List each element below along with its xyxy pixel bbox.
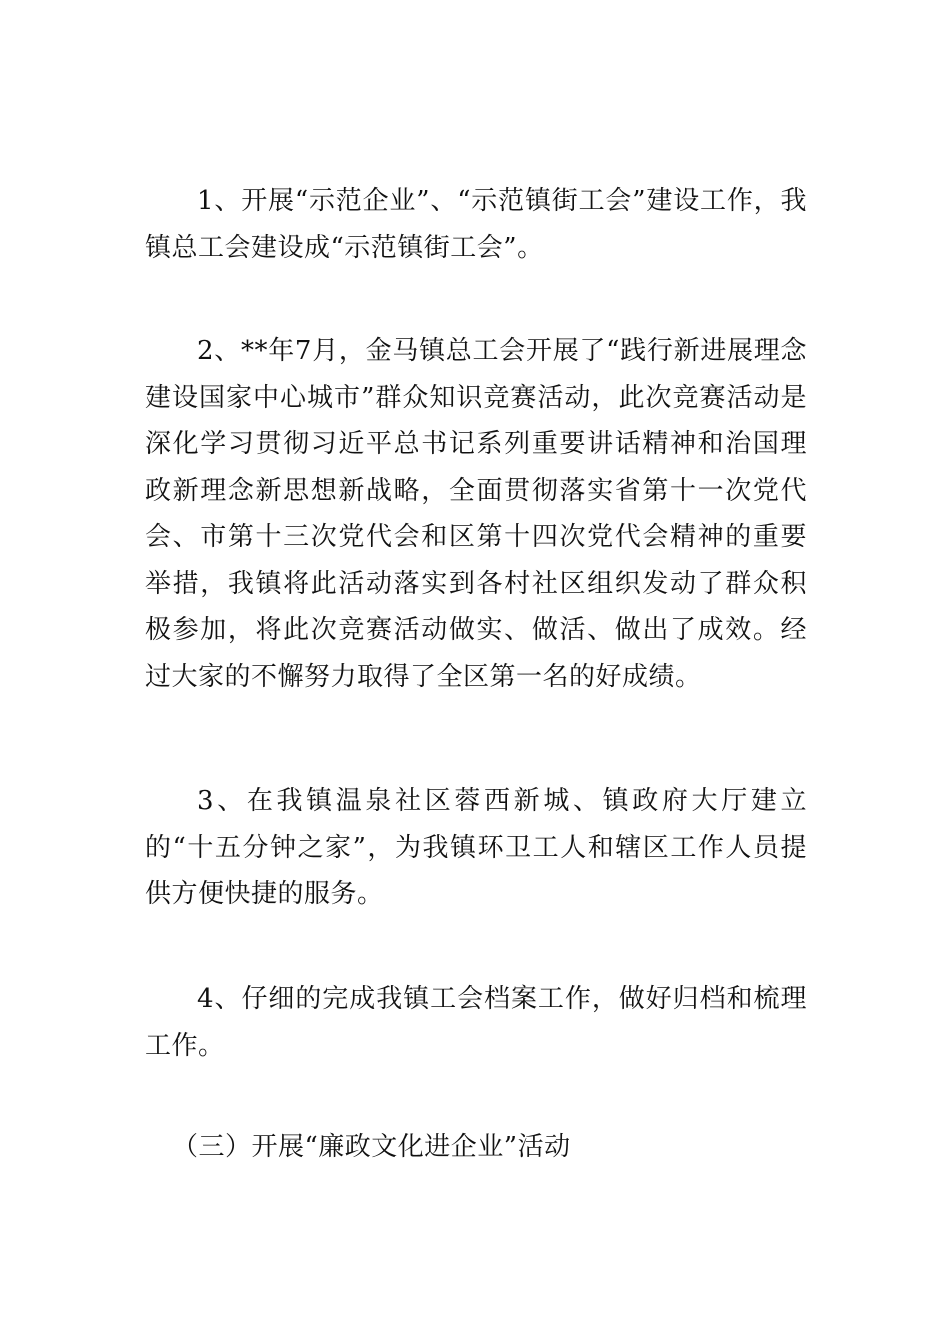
paragraph-4: 4、仔细的完成我镇工会档案工作，做好归档和梳理工作。 — [145, 984, 807, 1061]
paragraph-1: 1、开展“示范企业”、“示范镇街工会”建设工作，我镇总工会建设成“示范镇街工会”。 — [145, 186, 807, 263]
paragraph-3: 3、在我镇温泉社区蓉西新城、镇政府大厅建立的“十五分钟之家”，为我镇环卫工人和辖区工作人员提供方便快捷的服务。 — [145, 786, 807, 909]
section-heading: （三）开展“廉政文化进企业”活动 — [172, 1132, 571, 1162]
paragraph-2: 2、**年7月，金马镇总工会开展了“践行新进展理念建设国家中心城市”群众知识竞赛活动，此次竞赛活动是深化学习贯彻习近平总书记系列重要讲话精神和治国理政新理念新思想新战略，全面贯彻落实省第十一次党代会、市第十三次党代会和区第十四次党代会精神的重要举措，我镇将此活动落实到各村社区组织发动了群众积极参加，将此次竞赛活动做实、做活、做出了成效。经过大家的不懈努力取得了全区第一名的好成绩。 — [145, 336, 807, 692]
